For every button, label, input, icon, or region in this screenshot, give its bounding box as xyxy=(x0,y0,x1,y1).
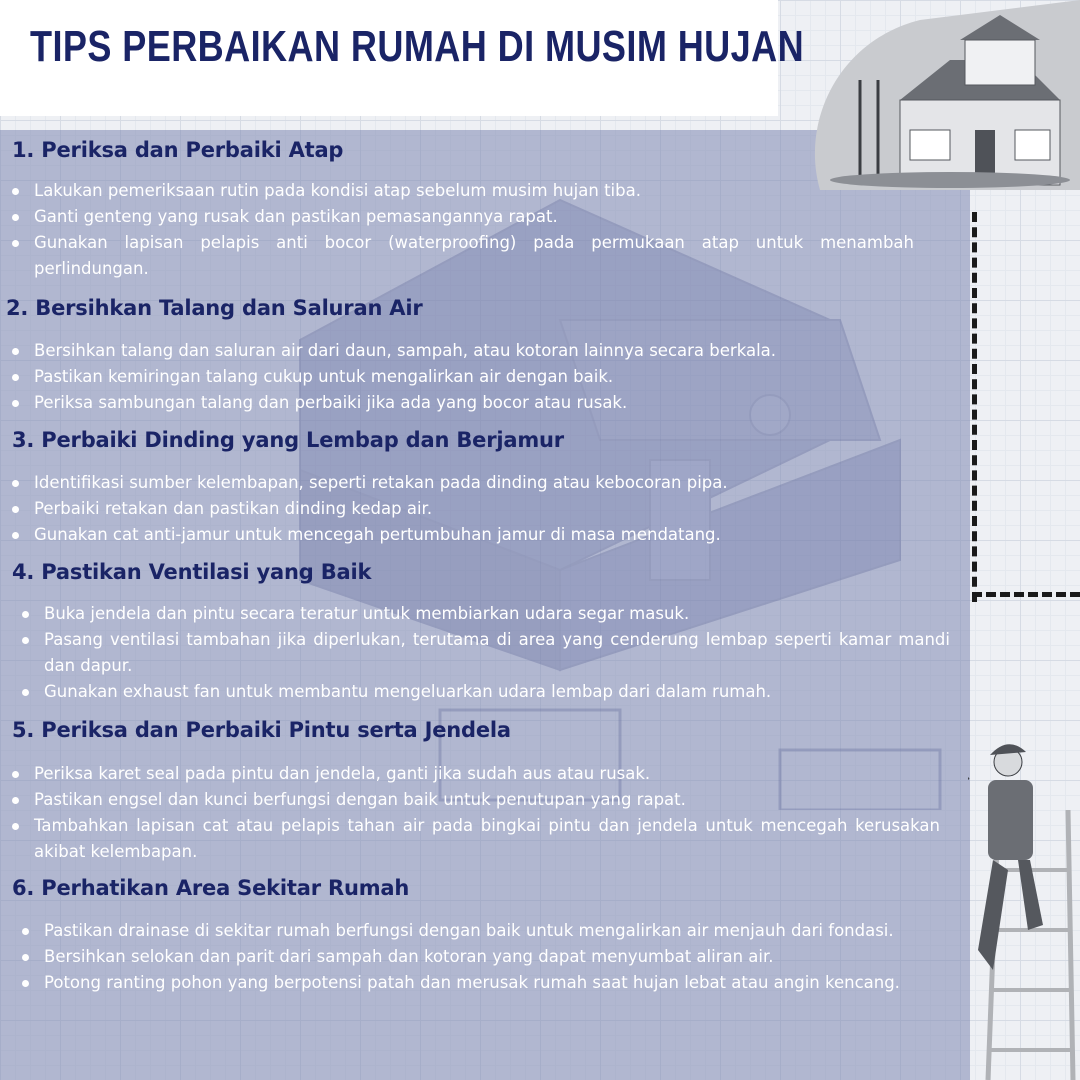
list-item: Pastikan engsel dan kunci berfungsi dengan baik untuk penutupan yang rapat. xyxy=(12,787,940,813)
list-item: Perbaiki retakan dan pastikan dinding kedap air. xyxy=(12,496,932,522)
section-list-ventilasi xyxy=(22,601,950,705)
section-heading-ventilasi: 4. Pastikan Ventilasi yang Baik xyxy=(12,560,372,584)
list-item: Gunakan cat anti-jamur untuk mencegah pertumbuhan jamur di masa mendatang. xyxy=(12,522,932,548)
dashed-line-horizontal xyxy=(972,592,1080,597)
section-list-atap xyxy=(12,178,914,282)
list-item: Bersihkan talang dan saluran air dari daun, sampah, atau kotoran lainnya secara berkala. xyxy=(12,338,932,364)
section-heading-atap: 1. Periksa dan Perbaiki Atap xyxy=(12,138,344,162)
list-item: Gunakan lapisan pelapis anti bocor (waterproofing) pada permukaan atap untuk menambah perlindungan. xyxy=(12,230,914,282)
section-heading-talang: 2. Bersihkan Talang dan Saluran Air xyxy=(6,296,423,320)
section-heading-dinding: 3. Perbaiki Dinding yang Lembap dan Berjamur xyxy=(12,428,564,452)
house-repair-illustration xyxy=(800,0,1080,200)
list-item: Pasang ventilasi tambahan jika diperlukan, terutama di area yang cenderung lembap seperti kamar mandi dan dapur. xyxy=(22,627,950,679)
section-heading-pintu-jendela: 5. Periksa dan Perbaiki Pintu serta Jendela xyxy=(12,718,511,742)
list-item: Potong ranting pohon yang berpotensi patah dan merusak rumah saat hujan lebat atau angin kencang. xyxy=(22,970,950,996)
section-list-pintu-jendela xyxy=(12,761,940,865)
section-list-talang xyxy=(12,338,932,416)
section-list-dinding xyxy=(12,470,932,548)
list-item: Lakukan pemeriksaan rutin pada kondisi atap sebelum musim hujan tiba. xyxy=(12,178,914,204)
list-item: Bersihkan selokan dan parit dari sampah dan kotoran yang dapat menyumbat aliran air. xyxy=(22,944,950,970)
list-item: Ganti genteng yang rusak dan pastikan pemasangannya rapat. xyxy=(12,204,914,230)
list-item: Pastikan drainase di sekitar rumah berfungsi dengan baik untuk mengalirkan air menjauh dari fondasi. xyxy=(22,918,950,944)
dashed-line-vertical xyxy=(972,212,977,602)
list-item: Periksa karet seal pada pintu dan jendela, ganti jika sudah aus atau rusak. xyxy=(12,761,940,787)
section-list-area-sekitar xyxy=(22,918,950,996)
list-item: Periksa sambungan talang dan perbaiki jika ada yang bocor atau rusak. xyxy=(12,390,932,416)
list-item: Pastikan kemiringan talang cukup untuk mengalirkan air dengan baik. xyxy=(12,364,932,390)
list-item: Tambahkan lapisan cat atau pelapis tahan air pada bingkai pintu dan jendela untuk mencegah kerusakan akibat kelembapan. xyxy=(12,813,940,865)
title-banner xyxy=(0,0,805,116)
painter-on-ladder-illustration xyxy=(968,700,1078,1080)
list-item: Gunakan exhaust fan untuk membantu mengeluarkan udara lembap dari dalam rumah. xyxy=(22,679,950,705)
list-item: Identifikasi sumber kelembapan, seperti retakan pada dinding atau kebocoran pipa. xyxy=(12,470,932,496)
section-heading-area-sekitar: 6. Perhatikan Area Sekitar Rumah xyxy=(12,876,410,900)
page-title: TIPS PERBAIKAN RUMAH DI MUSIM HUJAN xyxy=(30,22,805,71)
list-item: Buka jendela dan pintu secara teratur untuk membiarkan udara segar masuk. xyxy=(22,601,950,627)
